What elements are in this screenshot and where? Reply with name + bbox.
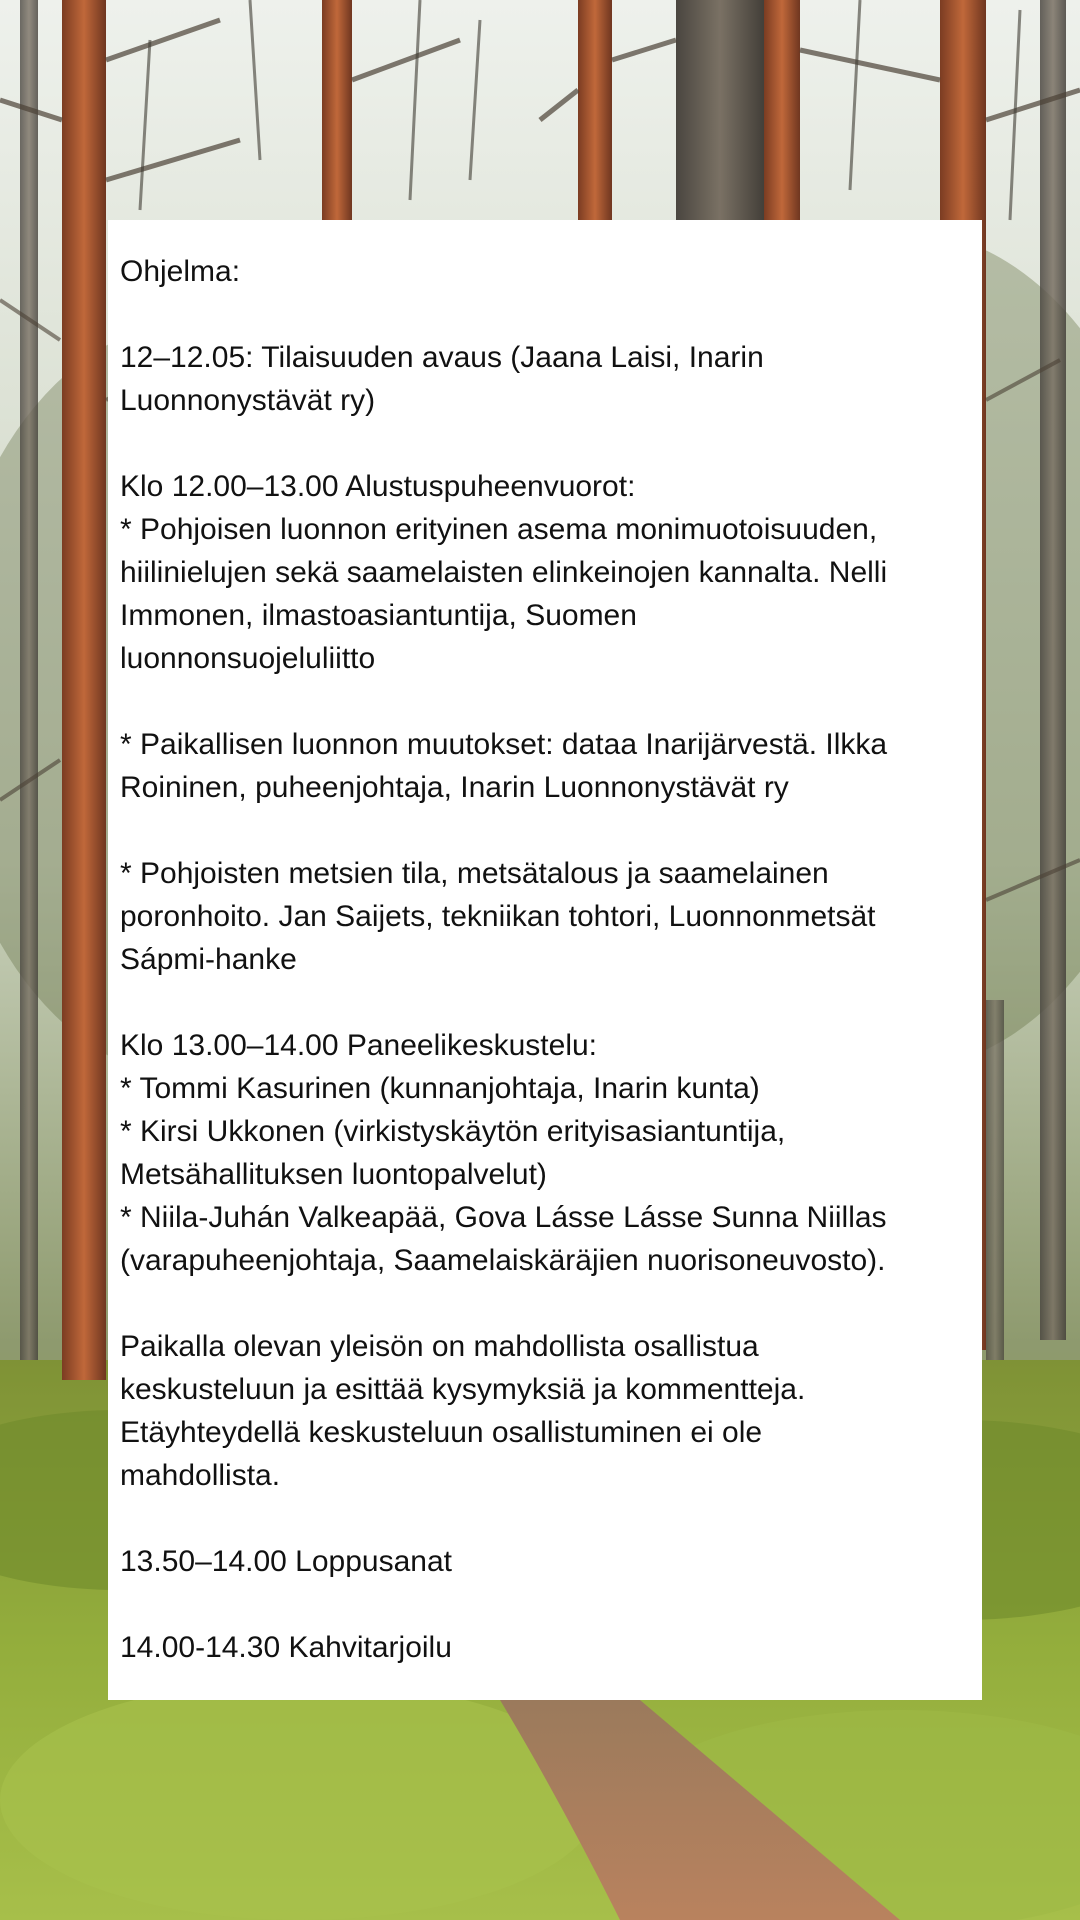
audience-note-cont: Etäyhteydellä keskusteluun osallistuminen ei ole (120, 1416, 763, 1449)
talk-item-cont: Roininen, puheenjohtaja, Inarin Luonnonystävät ry (120, 771, 789, 804)
closing-item: 13.50–14.00 Loppusanat (120, 1545, 452, 1578)
talks-heading: Klo 12.00–13.00 Alustuspuheenvuorot: (120, 470, 636, 503)
opening-item: 12–12.05: Tilaisuuden avaus (Jaana Laisi, Inarin (120, 341, 764, 374)
program-card (108, 220, 982, 1700)
panelist-item: * Niila-Juhán Valkeapää, Gova Lásse Lásse Sunna Niillas (120, 1201, 887, 1234)
coffee-item: 14.00-14.30 Kahvitarjoilu (120, 1631, 452, 1664)
audience-note-cont: keskusteluun ja esittää kysymyksiä ja kommentteja. (120, 1373, 806, 1406)
audience-note-cont: mahdollista. (120, 1459, 281, 1492)
talk-item: * Pohjoisen luonnon erityinen asema monimuotoisuuden, (120, 513, 878, 546)
panel-heading: Klo 13.00–14.00 Paneelikeskustelu: (120, 1029, 598, 1062)
talk-item-cont: hiilinielujen sekä saamelaisten elinkeinojen kannalta. Nelli (120, 556, 888, 589)
panelist-item-cont: Metsähallituksen luontopalvelut) (120, 1158, 547, 1191)
panelist-item-cont: (varapuheenjohtaja, Saamelaiskäräjien nuorisoneuvosto). (120, 1244, 886, 1277)
panelist-item: * Kirsi Ukkonen (virkistyskäytön erityisasiantuntija, (120, 1115, 786, 1148)
talk-item: * Pohjoisten metsien tila, metsätalous ja saamelainen (120, 857, 829, 890)
talk-item: * Paikallisen luonnon muutokset: dataa Inarijärvestä. Ilkka (120, 728, 888, 761)
program-heading: Ohjelma: (120, 255, 241, 288)
talk-item-cont: poronhoito. Jan Saijets, tekniikan tohtori, Luonnonmetsät (120, 900, 876, 933)
panelist-item: * Tommi Kasurinen (kunnanjohtaja, Inarin kunta) (120, 1072, 760, 1105)
talk-item-cont: Immonen, ilmastoasiantuntija, Suomen (120, 599, 637, 632)
opening-item-cont: Luonnonystävät ry) (120, 384, 376, 417)
talk-item-cont: luonnonsuojeluliitto (120, 642, 376, 675)
audience-note: Paikalla olevan yleisön on mahdollista osallistua (120, 1330, 759, 1363)
talk-item-cont: Sápmi-hanke (120, 943, 297, 976)
